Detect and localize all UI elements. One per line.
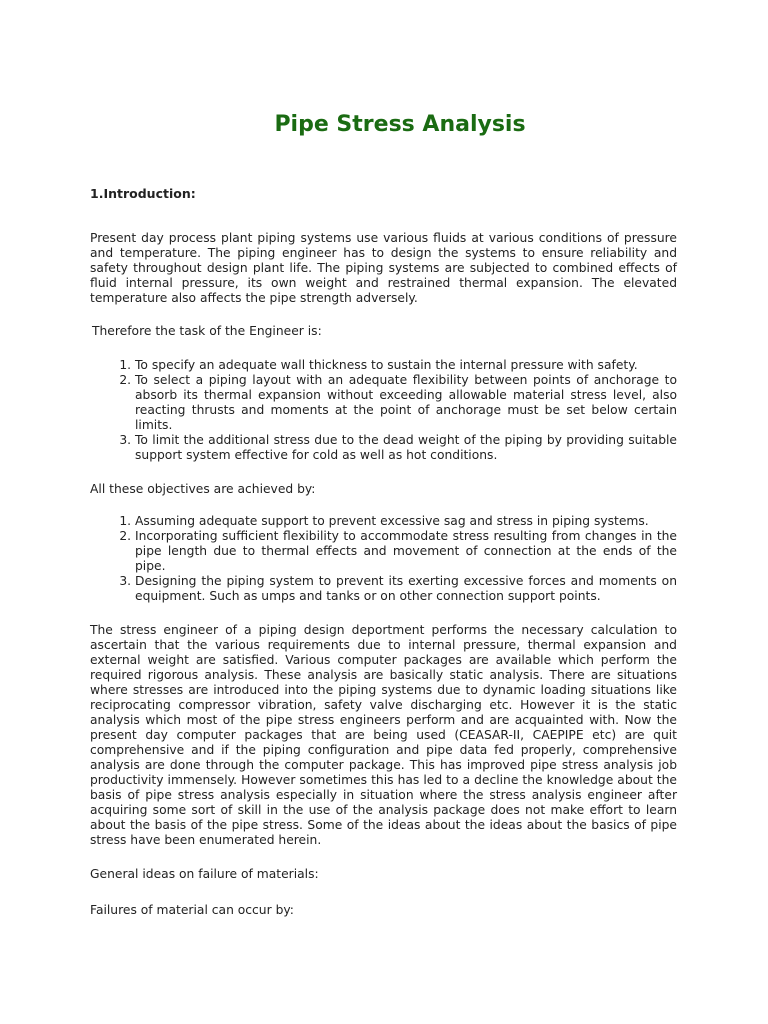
list-item: 2. Incorporating sufficient flexibility to accommodate stress resulting from changes in the pipe length due to thermal effects and movement of connection at the ends of the pipe.: [135, 529, 677, 574]
list-item: 1. To specify an adequate wall thickness to sustain the internal pressure with safety.: [135, 358, 677, 373]
failures-intro-text: Failures of material can occur by:: [90, 903, 294, 917]
stress-paragraph-block: [90, 623, 677, 848]
list-item: 3. Designing the piping system to prevent its exerting excessive forces and moments on equipment. Such as umps and tanks or on other connection support points.: [135, 574, 677, 604]
failures-intro-block: [90, 903, 677, 918]
list-item: 3. To limit the additional stress due to the dead weight of the piping by providing suitable support system effective for cold as well as hot conditions.: [135, 433, 677, 463]
objectives-list-block: [90, 514, 677, 604]
list-item: 1. Assuming adequate support to prevent excessive sag and stress in piping systems.: [135, 514, 677, 529]
task-intro-text: Therefore the task of the Engineer is:: [92, 324, 322, 338]
list-item: 2. To select a piping layout with an adequate flexibility between points of anchorage to absorb its thermal expansion without exceeding allowable material stress level, also reacting thrusts and moments at the point of anchorage must be set below certain limits.: [135, 373, 677, 433]
objectives-intro-block: [90, 482, 677, 497]
stress-paragraph: The stress engineer of a piping design deportment performs the necessary calculation to ascertain that the various requirements due to internal pressure, thermal expansion and external weight are satisfied. Various computer packages are available which perform the required rigorous analysis. These analysis are basically static analysis. There are situations where stresses are introduced into the piping systems due to dynamic loading situations like reciprocating compressor vibration, safety valve discharging etc. However it is the static analysis which most of the pipe stress engineers perform and are acquainted with. Now the present day computer packages that are being used (CEASAR-II, CAEPIPE etc) are quit comprehensive and if the piping configuration and pipe data fed properly, comprehensive analysis are done through the computer package. This has improved pipe stress analysis job productivity immensely. However sometimes this has led to a decline the knowledge about the basis of pipe stress analysis especially in situation where the stress analysis engineer after acquiring some sort of skill in the use of the analysis package does not make effort to learn about the basis of the pipe stress. Some of the ideas about the ideas about the basics of pipe stress have been enumerated herein.: [90, 623, 677, 847]
intro-paragraph: Present day process plant piping systems use various fluids at various conditions of pressure and temperature. The piping engineer has to design the systems to ensure reliability and safety throughout design plant life. The piping systems are subjected to combined effects of fluid internal pressure, its own weight and restrained thermal expansion. The elevated temperature also affects the pipe strength adversely.: [90, 231, 677, 305]
task-intro-block: [92, 324, 679, 339]
task-list: [90, 358, 677, 463]
task-list-block: [90, 358, 677, 463]
general-ideas-block: [90, 867, 677, 882]
objectives-intro-text: All these objectives are achieved by:: [90, 482, 316, 496]
document-title: Pipe Stress Analysis: [274, 112, 526, 137]
objectives-list: [90, 514, 677, 604]
intro-paragraph-block: [90, 231, 677, 306]
section-heading-introduction: 1.Introduction:: [90, 186, 196, 201]
general-ideas-text: General ideas on failure of materials:: [90, 867, 319, 881]
